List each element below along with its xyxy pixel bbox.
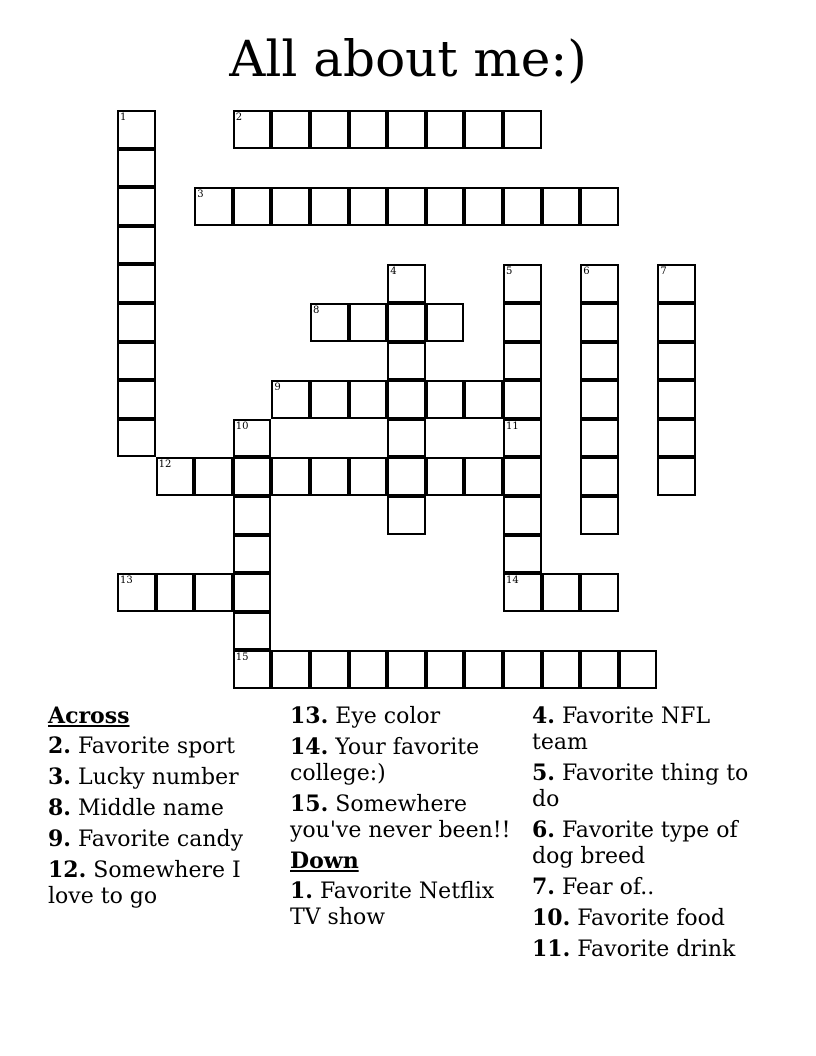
clue-text: Somewhere I love to go — [48, 858, 241, 909]
grid-cell[interactable] — [271, 380, 310, 419]
clue-number-label: 11. — [532, 936, 571, 962]
clue-number: 12 — [158, 459, 172, 471]
grid-cell[interactable] — [233, 110, 272, 149]
clue-number-label: 1. — [290, 878, 313, 904]
grid-cell[interactable] — [542, 573, 581, 612]
grid-cell[interactable] — [619, 650, 658, 689]
clue-number-label: 14. — [290, 734, 329, 760]
grid-cell[interactable] — [233, 419, 272, 458]
grid-cell[interactable] — [580, 457, 619, 496]
grid-cell[interactable] — [580, 419, 619, 458]
across-clue — [48, 826, 273, 853]
grid-cell[interactable] — [580, 496, 619, 535]
grid-cell[interactable] — [503, 342, 542, 381]
clue-number: 15 — [235, 652, 249, 664]
grid-cell[interactable] — [233, 535, 272, 574]
grid-cell[interactable] — [503, 573, 542, 612]
grid-cell[interactable] — [580, 650, 619, 689]
grid-cell[interactable] — [464, 650, 503, 689]
grid-cell[interactable] — [117, 380, 156, 419]
grid-cell[interactable] — [387, 496, 426, 535]
clue-number: 6 — [583, 266, 590, 278]
grid-cell[interactable] — [156, 457, 195, 496]
grid-cell[interactable] — [156, 573, 195, 612]
clue-text: Lucky number — [70, 765, 239, 790]
grid-cell[interactable] — [117, 264, 156, 303]
clue-text: Favorite food — [570, 906, 725, 931]
clue-number-label: 8. — [48, 795, 71, 821]
grid-cell[interactable] — [387, 419, 426, 458]
clue-number: 5 — [506, 266, 513, 278]
grid-cell[interactable] — [580, 303, 619, 342]
grid-cell[interactable] — [349, 110, 388, 149]
grid-cell[interactable] — [464, 380, 503, 419]
grid-cell[interactable] — [233, 457, 272, 496]
clue-number: 2 — [235, 112, 243, 123]
grid-cell[interactable] — [271, 110, 310, 149]
clue-number-label: 7. — [532, 874, 555, 900]
down-clue — [290, 878, 525, 931]
grid-cell[interactable] — [233, 187, 272, 226]
grid-cell[interactable] — [657, 457, 696, 496]
grid-cell[interactable] — [233, 612, 272, 651]
clue-number-label: 5. — [532, 760, 555, 786]
grid-cell[interactable] — [503, 303, 542, 342]
clue-text: Favorite Netflix TV show — [290, 879, 495, 930]
grid-cell[interactable] — [580, 342, 619, 381]
grid-cell[interactable] — [271, 650, 310, 689]
clue-text: Eye color — [328, 704, 441, 729]
grid-cell[interactable] — [542, 650, 581, 689]
across-clue — [290, 703, 525, 730]
grid-cell[interactable] — [117, 419, 156, 458]
grid-cell[interactable] — [503, 187, 542, 226]
grid-cell[interactable] — [194, 573, 233, 612]
clue-number-label: 2. — [48, 733, 71, 759]
clue-text: Favorite candy — [70, 827, 244, 852]
grid-cell[interactable] — [117, 110, 156, 149]
clue-number: 4 — [390, 266, 397, 278]
grid-cell[interactable] — [426, 110, 465, 149]
down-clue — [532, 817, 752, 870]
clue-number: 11 — [506, 420, 519, 432]
grid-cell[interactable] — [426, 380, 465, 419]
across-clue — [48, 857, 273, 910]
clue-number: 13 — [120, 575, 133, 587]
down-clue — [532, 905, 752, 932]
grid-cell[interactable] — [349, 380, 388, 419]
grid-cell[interactable] — [117, 573, 156, 612]
down-clue — [532, 936, 752, 963]
across-clue-list — [48, 733, 273, 910]
grid-cell[interactable] — [310, 650, 349, 689]
clues-column-2 — [290, 703, 525, 935]
across-clue — [290, 791, 525, 844]
grid-cell[interactable] — [349, 303, 388, 342]
grid-cell[interactable] — [580, 573, 619, 612]
grid-cell[interactable] — [503, 380, 542, 419]
across-clue-list-continued — [290, 703, 525, 844]
clue-number: 9 — [274, 382, 281, 394]
grid-cell[interactable] — [310, 380, 349, 419]
across-clue — [290, 734, 525, 787]
grid-cell[interactable] — [503, 496, 542, 535]
grid-cell[interactable] — [657, 380, 696, 419]
grid-cell[interactable] — [310, 457, 349, 496]
grid-cell[interactable] — [349, 650, 388, 689]
grid-cell[interactable] — [464, 110, 503, 149]
grid-cell[interactable] — [194, 187, 233, 226]
grid-cell[interactable] — [387, 380, 426, 419]
grid-cell[interactable] — [271, 187, 310, 226]
grid-cell[interactable] — [657, 419, 696, 458]
grid-cell[interactable] — [387, 457, 426, 496]
clue-number-label: 4. — [532, 703, 555, 729]
grid-cell[interactable] — [349, 187, 388, 226]
grid-cell[interactable] — [310, 110, 349, 149]
clue-text: Favorite type of dog breed — [532, 818, 738, 869]
clue-number: 1 — [120, 112, 127, 123]
clues-column-3 — [532, 703, 752, 967]
across-clue — [48, 764, 273, 791]
grid-cell[interactable] — [387, 303, 426, 342]
grid-cell[interactable] — [580, 264, 619, 303]
across-clue — [48, 795, 273, 822]
clue-number-label: 12. — [48, 857, 87, 883]
down-clue — [532, 760, 752, 813]
grid-cell[interactable] — [503, 264, 542, 303]
clue-number-label: 9. — [48, 826, 71, 852]
clue-number-label: 13. — [290, 703, 329, 729]
clue-number-label: 6. — [532, 817, 555, 843]
grid-cell[interactable] — [657, 303, 696, 342]
grid-cell[interactable] — [503, 457, 542, 496]
clue-text: Favorite NFL team — [532, 704, 711, 755]
grid-cell[interactable] — [426, 303, 465, 342]
clue-text: Favorite drink — [570, 937, 736, 962]
grid-cell[interactable] — [503, 650, 542, 689]
grid-cell[interactable] — [464, 457, 503, 496]
grid-cell[interactable] — [464, 187, 503, 226]
grid-cell[interactable] — [542, 187, 581, 226]
grid-cell[interactable] — [580, 380, 619, 419]
grid-cell[interactable] — [310, 303, 349, 342]
grid-cell[interactable] — [657, 342, 696, 381]
grid-cell[interactable] — [503, 535, 542, 574]
across-clue — [48, 733, 273, 760]
grid-cell[interactable] — [387, 650, 426, 689]
grid-cell[interactable] — [117, 226, 156, 265]
clue-text: Somewhere you've never been!! — [290, 792, 511, 843]
clue-text: Your favorite college:) — [290, 735, 480, 786]
grid-cell[interactable] — [271, 457, 310, 496]
clue-number: 8 — [313, 305, 320, 316]
clue-number: 10 — [235, 420, 249, 432]
clue-text: Middle name — [70, 796, 224, 821]
down-heading: Down — [290, 848, 359, 874]
grid-cell[interactable] — [503, 110, 542, 149]
down-clue — [532, 703, 752, 756]
grid-cell[interactable] — [233, 496, 272, 535]
clue-text: Favorite thing to do — [532, 761, 749, 812]
clue-text: Fear of.. — [554, 875, 655, 900]
grid-cell[interactable] — [387, 187, 426, 226]
clues-column-1 — [48, 703, 273, 914]
clue-number-label: 10. — [532, 905, 571, 931]
clue-number-label: 15. — [290, 791, 329, 817]
across-heading: Across — [48, 703, 130, 729]
puzzle-title: All about me:) — [229, 30, 587, 88]
grid-cell[interactable] — [426, 650, 465, 689]
grid-cell[interactable] — [580, 187, 619, 226]
grid-cell[interactable] — [117, 187, 156, 226]
grid-cell[interactable] — [310, 187, 349, 226]
grid-cell[interactable] — [349, 457, 388, 496]
grid-cell[interactable] — [117, 303, 156, 342]
grid-cell[interactable] — [503, 419, 542, 458]
down-clue-list — [290, 878, 525, 931]
clue-text: Favorite sport — [70, 734, 235, 759]
grid-cell[interactable] — [387, 342, 426, 381]
down-clue — [532, 874, 752, 901]
grid-cell[interactable] — [657, 264, 696, 303]
clue-number: 3 — [197, 189, 204, 201]
grid-cell[interactable] — [194, 457, 233, 496]
grid-cell[interactable] — [117, 342, 156, 381]
grid-cell[interactable] — [233, 573, 272, 612]
grid-cell[interactable] — [426, 187, 465, 226]
grid-cell[interactable] — [387, 264, 426, 303]
clue-number-label: 3. — [48, 764, 71, 790]
clue-number: 7 — [660, 266, 667, 278]
grid-cell[interactable] — [426, 457, 465, 496]
grid-cell[interactable] — [233, 650, 272, 689]
clue-number: 14 — [506, 575, 519, 587]
grid-cell[interactable] — [117, 149, 156, 188]
grid-cell[interactable] — [387, 110, 426, 149]
down-clue-list-continued — [532, 703, 752, 963]
